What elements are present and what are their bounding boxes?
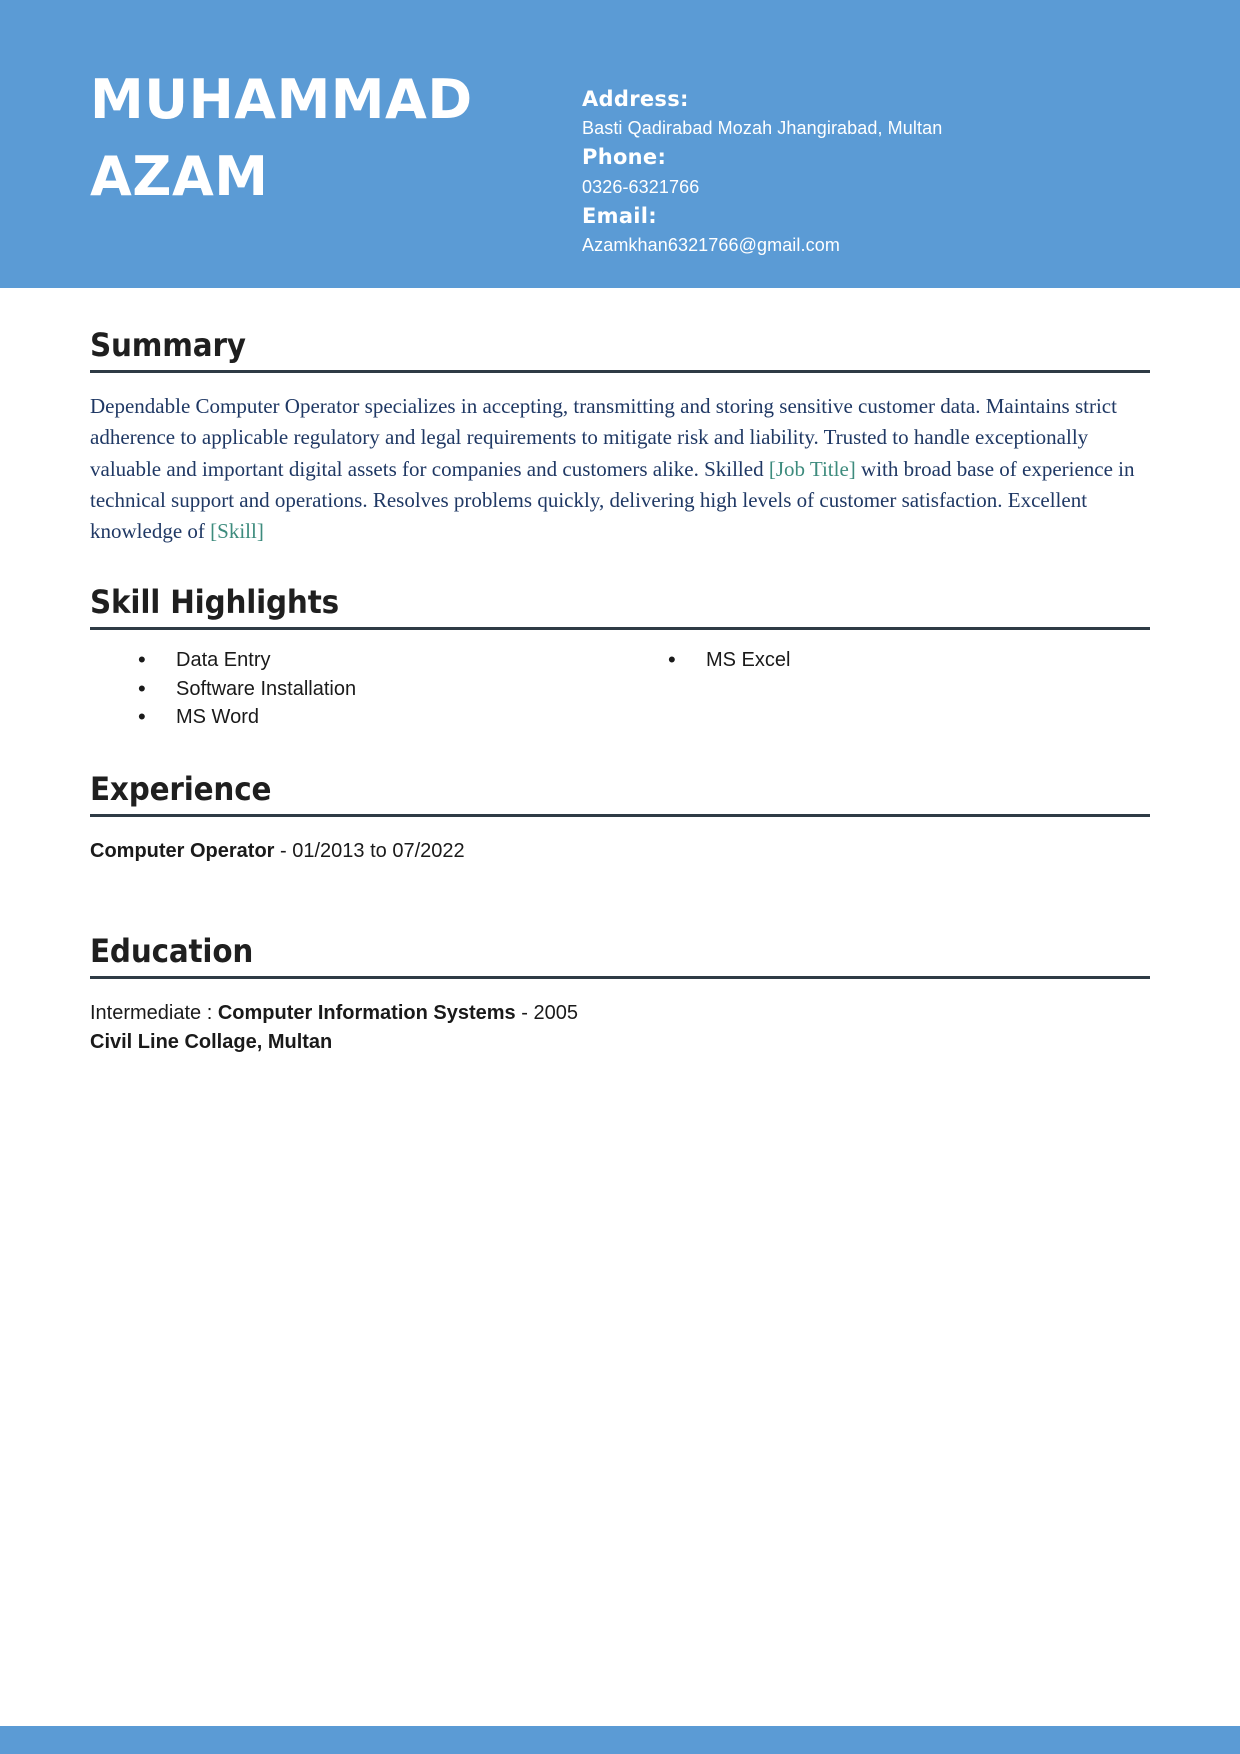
summary-heading: Summary (90, 326, 246, 364)
summary-paragraph (90, 391, 1150, 547)
phone-label: Phone: (582, 145, 667, 170)
experience-section (90, 732, 1150, 918)
summary-divider (90, 370, 1150, 373)
list-item: • Data Entry (138, 646, 620, 674)
resume-body (0, 288, 1240, 1057)
education-year: - 2005 (515, 1001, 578, 1024)
contact-info-block (560, 62, 942, 259)
experience-dates: - 01/2013 to 07/2022 (274, 839, 465, 862)
skills-column-left (90, 646, 620, 731)
experience-heading: Experience (90, 769, 272, 808)
summary-text-part-1: Dependable Computer Operator specializes in accepting, transmitting and storing sensitive customer data. Maintains strict adherence to applicable regulatory and legal requirements to mitigate risk and liability. Trusted to handle exceptionally valuable and important digital assets for companies and customers alike. Skilled (90, 394, 1117, 481)
address-value: Basti Qadirabad Mozah Jhangirabad, Multan (582, 118, 943, 139)
experience-job-title: Computer Operator (90, 839, 275, 862)
experience-entry (90, 837, 1150, 866)
skill-highlights-heading: Skill Highlights (90, 583, 339, 622)
experience-divider (90, 814, 1150, 817)
candidate-name-block (0, 62, 560, 215)
summary-text-part-2: with broad base of experience in technical support and operations. Resolves problems quickly, delivering high levels of customer satisfaction. Excellent knowledge of (90, 456, 1135, 544)
education-level: Intermediate : (90, 1001, 218, 1024)
email-label: Email: (582, 203, 657, 228)
list-item: • Software Installation (138, 675, 620, 703)
candidate-last-name: AZAM (90, 144, 269, 208)
job-title-placeholder: [Job Title] (768, 456, 856, 481)
candidate-first-name: MUHAMMAD (90, 68, 473, 131)
education-entry (90, 999, 1150, 1028)
resume-footer-band (0, 1726, 1240, 1754)
skill-highlights-divider (90, 627, 1150, 630)
experience-spacer (90, 866, 1150, 918)
list-item: • MS Word (138, 703, 620, 731)
education-heading: Education (90, 931, 254, 970)
phone-value: 0326-6321766 (582, 176, 700, 197)
skill-highlights-section (90, 547, 1150, 731)
skill-placeholder: [Skill] (210, 519, 264, 544)
education-section (90, 918, 1150, 1057)
skills-columns (90, 646, 1150, 731)
education-degree: Computer Information Systems (217, 1001, 516, 1024)
email-value: Azamkhan6321766@gmail.com (582, 234, 840, 255)
skills-column-right (620, 646, 1150, 731)
resume-header-band (0, 0, 1240, 288)
education-school: Civil Line Collage, Multan (90, 1030, 333, 1053)
summary-section (90, 288, 1150, 547)
education-divider (90, 976, 1150, 979)
list-item: • MS Excel (668, 646, 1150, 674)
address-label: Address: (582, 87, 689, 111)
